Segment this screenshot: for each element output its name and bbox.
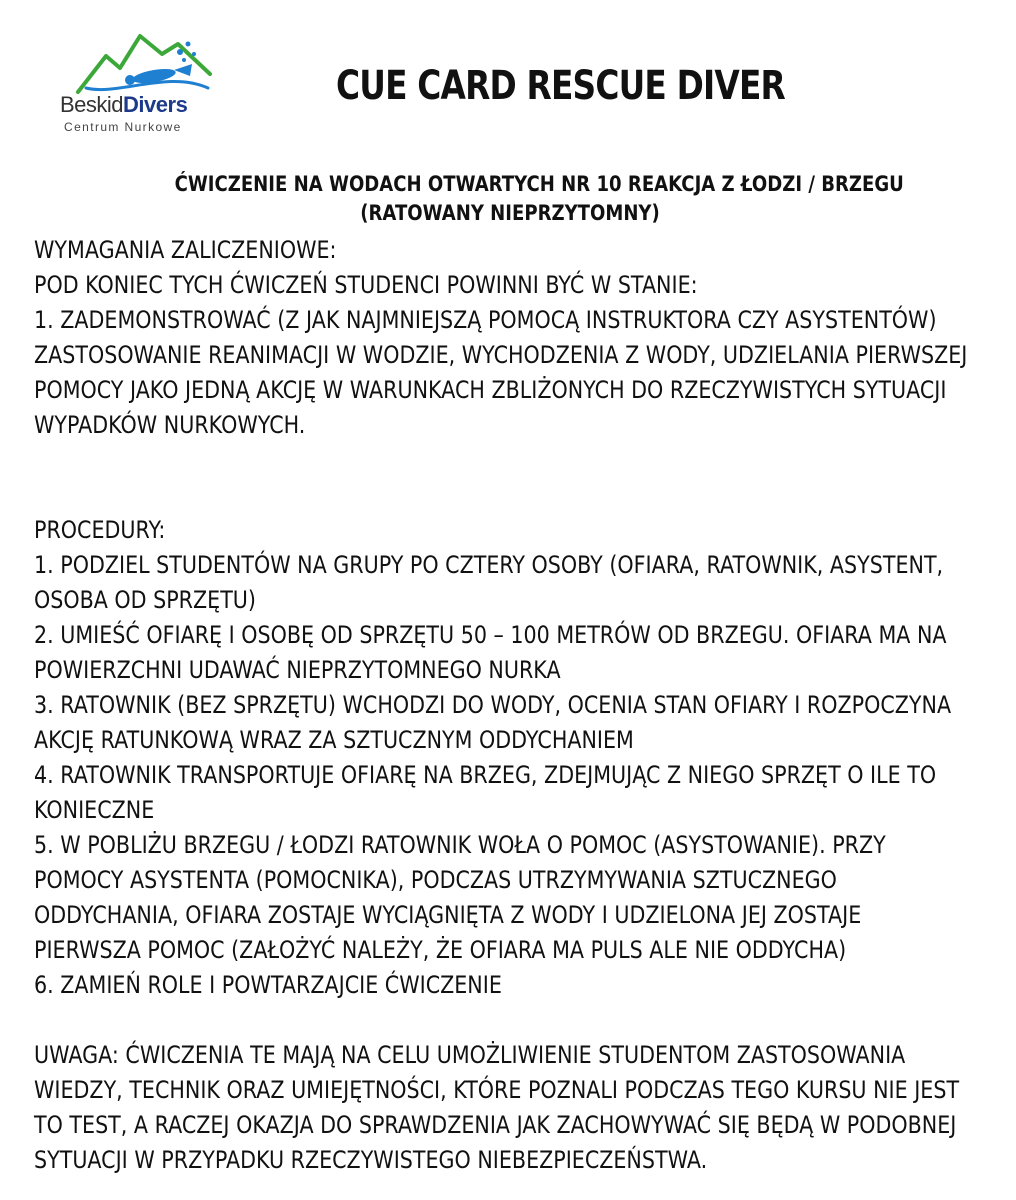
procedure-line: AKCJĘ RATUNKOWĄ WRAZ ZA SZTUCZNYM ODDYCHANIEM [34,726,634,754]
diver-icon [125,42,196,86]
spacer [34,1003,994,1038]
exercise-title-line: ĆWICZENIE NA WODACH OTWARTYCH NR 10 REAKCJA Z ŁODZI / BRZEGU [174,172,904,196]
page-title: CUE CARD RESCUE DIVER [336,63,785,109]
spacer [34,443,994,478]
logo-wordmark [60,92,187,118]
procedure-line: ODDYCHANIA, OFIARA ZOSTAJE WYCIĄGNIĘTA Z WODY I UDZIELONA JEJ ZOSTAJE [34,901,862,929]
procedure-line: KONIECZNE [34,796,155,824]
note-line: SYTUACJI W PRZYPADKU RZECZYWISTEGO NIEBEZPIECZEŃSTWA. [34,1146,708,1174]
procedure-step-6 [34,968,994,1003]
procedure-step-3 [34,688,994,758]
requirements-section [34,233,994,443]
procedure-line: 5. W POBLIŻU BRZEGU / ŁODZI RATOWNIK WOŁA O POMOC (ASYSTOWANIE). PRZY [34,831,886,859]
note-line: WIEDZY, TECHNIK ORAZ UMIEJĘTNOŚCI, KTÓRE POZNALI PODCZAS TEGO KURSU NIE JEST [34,1076,960,1104]
card-body [34,233,994,1178]
requirement-line: POMOCY JAKO JEDNĄ AKCJĘ W WARUNKACH ZBLIŻONYCH DO RZECZYWISTYCH SYTUACJI [34,376,947,404]
requirement-line: WYPADKÓW NURKOWYCH. [34,411,306,439]
spacer [34,478,994,513]
logo-wordmark-beskid: Beskid [60,92,124,117]
exercise-title-line: (RATOWANY NIEPRZYTOMNY) [360,201,660,225]
procedure-line: 2. UMIEŚĆ OFIARĘ I OSOBĘ OD SPRZĘTU 50 – 100 METRÓW OD BRZEGU. OFIARA MA NA [34,621,947,649]
beskid-divers-logo [58,30,218,134]
procedures-heading: PROCEDURY: [34,516,166,544]
logo-wordmark-divers: Divers [123,92,188,117]
procedures-section [34,513,994,1003]
note-section [34,1038,994,1178]
mountains-diver-emblem [58,30,218,100]
procedure-line: 6. ZAMIEŃ ROLE I POWTARZAJCIE ĆWICZENIE [34,971,502,999]
requirement-line: 1. ZADEMONSTROWAĆ (Z JAK NAJMNIEJSZĄ POMOCĄ INSTRUKTORA CZY ASYSTENTÓW) [34,306,937,334]
requirements-heading: WYMAGANIA ZALICZENIOWE: [34,236,337,264]
procedure-line: PIERWSZA POMOC (ZAŁOŻYĆ NALEŻY, ŻE OFIARA MA PULS ALE NIE ODDYCHA) [34,936,847,964]
exercise-title [120,170,904,228]
logo-tagline: Centrum Nurkowe [64,120,182,134]
requirement-line: ZASTOSOWANIE REANIMACJI W WODZIE, WYCHODZENIA Z WODY, UDZIELANIA PIERWSZEJ [34,341,968,369]
note-line: UWAGA: ĆWICZENIA TE MAJĄ NA CELU UMOŻLIWIENIE STUDENTOM ZASTOSOWANIA [34,1041,906,1069]
procedure-step-4 [34,758,994,828]
procedure-line: 3. RATOWNIK (BEZ SPRZĘTU) WCHODZI DO WODY, OCENIA STAN OFIARY I ROZPOCZYNA [34,691,952,719]
procedure-line: 4. RATOWNIK TRANSPORTUJE OFIARĘ NA BRZEG, ZDEJMUJĄC Z NIEGO SPRZĘT O ILE TO [34,761,937,789]
procedure-line: POWIERZCHNI UDAWAĆ NIEPRZYTOMNEGO NURKA [34,656,561,684]
procedure-step-2 [34,618,994,688]
procedure-line: POMOCY ASYSTENTA (POMOCNIKA), PODCZAS UTRZYMYWANIA SZTUCZNEGO [34,866,837,894]
procedure-step-5 [34,828,994,968]
procedure-step-1 [34,548,994,618]
procedure-line: 1. PODZIEL STUDENTÓW NA GRUPY PO CZTERY OSOBY (OFIARA, RATOWNIK, ASYSTENT, [34,551,944,579]
requirements-intro: POD KONIEC TYCH ĆWICZEŃ STUDENCI POWINNI BYĆ W STANIE: [34,271,698,299]
procedure-line: OSOBA OD SPRZĘTU) [34,586,256,614]
note-line: TO TEST, A RACZEJ OKAZJA DO SPRAWDZENIA JAK ZACHOWYWAĆ SIĘ BĘDĄ W PODOBNEJ [34,1111,957,1139]
